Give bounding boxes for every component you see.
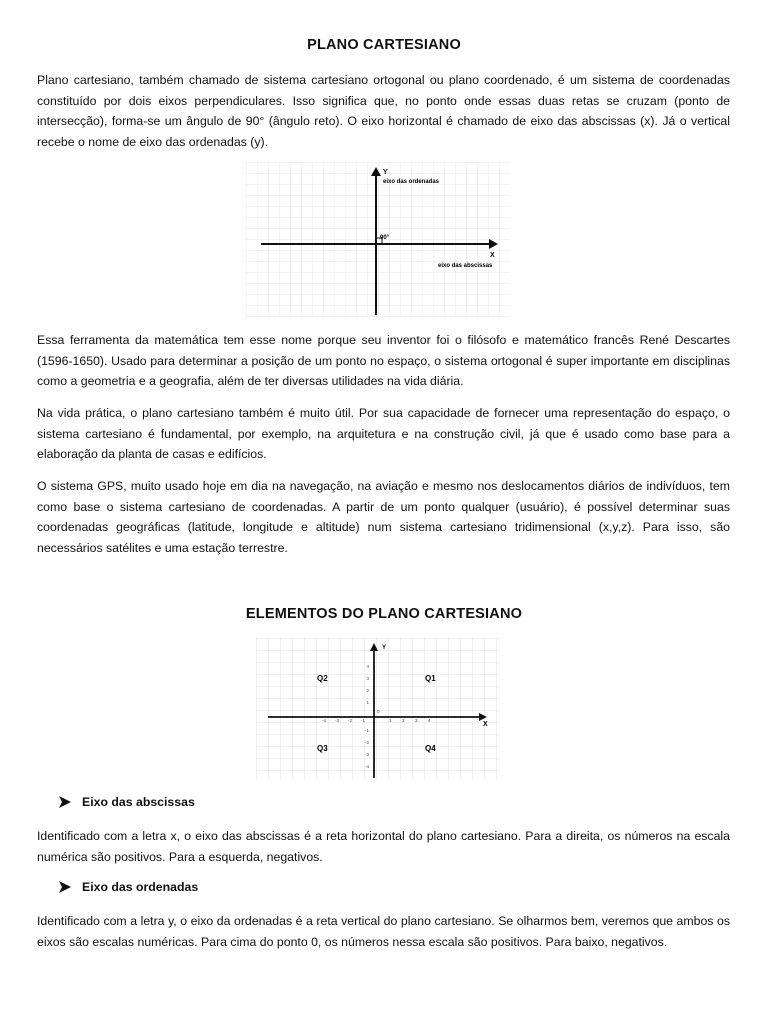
y-tick-label: 4 bbox=[366, 664, 369, 669]
bullet-eixo-abscissas bbox=[58, 795, 195, 809]
origin-label: 0 bbox=[377, 709, 380, 714]
grid-background bbox=[246, 162, 510, 318]
arrow-bullet-icon bbox=[58, 880, 72, 894]
bullet-eixo-ordenadas bbox=[58, 880, 198, 894]
bullet-label: Eixo das ordenadas bbox=[82, 880, 199, 894]
y-tick-label: 1 bbox=[366, 700, 369, 705]
paragraph-gps: O sistema GPS, muito usado hoje em dia na navegação, na aviação e mesmo nos deslocamentos diários de indivíduos, tem como base o sistema cartesiano de coordenadas. A partir de um ponto qualquer (usuário), é possível determinar suas coordenadas geográficas (latitude, longitude e altitude) num sistema cartesiano tridimensional (x,y,z). Para isso, são necessários satélites e uma estação terrestre. bbox=[37, 479, 730, 555]
x-axis-label: X bbox=[490, 252, 495, 259]
x-tick-label: 3 bbox=[415, 718, 418, 723]
paragraph-descartes: Essa ferramenta da matemática tem esse nome porque seu inventor foi o filósofo e matemático francês René Descartes (1596-1650). Usado para determinar a posição de um ponto no espaço, o sistema ortogonal é super importante em disciplinas como a geometria e a geografia, além de ter diversas utilidades na vida diária. bbox=[37, 333, 730, 389]
cartesian-axes-figure bbox=[246, 162, 510, 318]
y-tick-label: -2 bbox=[364, 740, 369, 745]
y-tick-label: 3 bbox=[366, 676, 369, 681]
paragraph-abscissas: Identificado com a letra x, o eixo das abscissas é a reta horizontal do plano cartesiano. Para a direita, os números na escala numérica são positivos. Para a esquerda, negativos. bbox=[37, 829, 730, 864]
quadrant-label-q2: Q2 bbox=[317, 674, 328, 683]
y-tick-label: 2 bbox=[366, 688, 369, 693]
section-title: ELEMENTOS DO PLANO CARTESIANO bbox=[245, 606, 523, 622]
y-tick-label: -4 bbox=[364, 764, 369, 769]
y-tick-label: -3 bbox=[364, 752, 369, 757]
quadrant-label-q3: Q3 bbox=[317, 744, 328, 753]
angle-label: 90° bbox=[380, 235, 390, 241]
intro-paragraph: Plano cartesiano, também chamado de sistema cartesiano ortogonal ou plano coordenado, é um sistema de coordenadas constituído por dois eixos perpendiculares. Isso significa que, no ponto onde essas duas retas se cruzam (ponto de intersecção), forma-se um ângulo de 90° (ângulo reto). O eixo horizontal é chamado de eixo das abscissas (x). Já o vertical recebe o nome de eixo das ordenadas (y). bbox=[37, 73, 730, 149]
x-tick-label: -3 bbox=[335, 718, 340, 723]
y-axis-label: Y bbox=[383, 169, 388, 176]
quadrants-figure bbox=[256, 638, 500, 780]
y-axis-name: eixo das ordenadas bbox=[383, 179, 440, 185]
page-title: PLANO CARTESIANO bbox=[307, 37, 461, 53]
quadrant-label-q1: Q1 bbox=[425, 674, 436, 683]
x-tick-label: 1 bbox=[389, 718, 392, 723]
x-tick-label: 2 bbox=[402, 718, 405, 723]
paragraph-ordenadas: Identificado com a letra y, o eixo da ordenadas é a reta vertical do plano cartesiano. Se olharmos bem, veremos que ambos os eixos são escalas numéricas. Para cima do ponto 0, os números nessa escala são positivos. Para baixo, negativos. bbox=[37, 914, 730, 949]
x-tick-label: -1 bbox=[361, 718, 366, 723]
x-tick-label: -2 bbox=[348, 718, 353, 723]
x-tick-label: -4 bbox=[322, 718, 327, 723]
bullet-label: Eixo das abscissas bbox=[82, 795, 195, 809]
arrow-bullet-icon bbox=[58, 795, 72, 809]
y-axis-label: Y bbox=[382, 645, 387, 651]
x-axis-label: X bbox=[483, 721, 488, 728]
x-axis-name: eixo das abscissas bbox=[438, 263, 493, 269]
quadrant-label-q4: Q4 bbox=[425, 744, 436, 753]
y-tick-label: -1 bbox=[364, 728, 369, 733]
paragraph-practical-use: Na vida prática, o plano cartesiano também é muito útil. Por sua capacidade de fornecer uma representação do espaço, o sistema cartesiano é fundamental, por exemplo, na arquitetura e na construção civil, já que é usado como base para a elaboração da planta de casas e edifícios. bbox=[37, 406, 730, 462]
x-tick-label: 4 bbox=[428, 718, 431, 723]
